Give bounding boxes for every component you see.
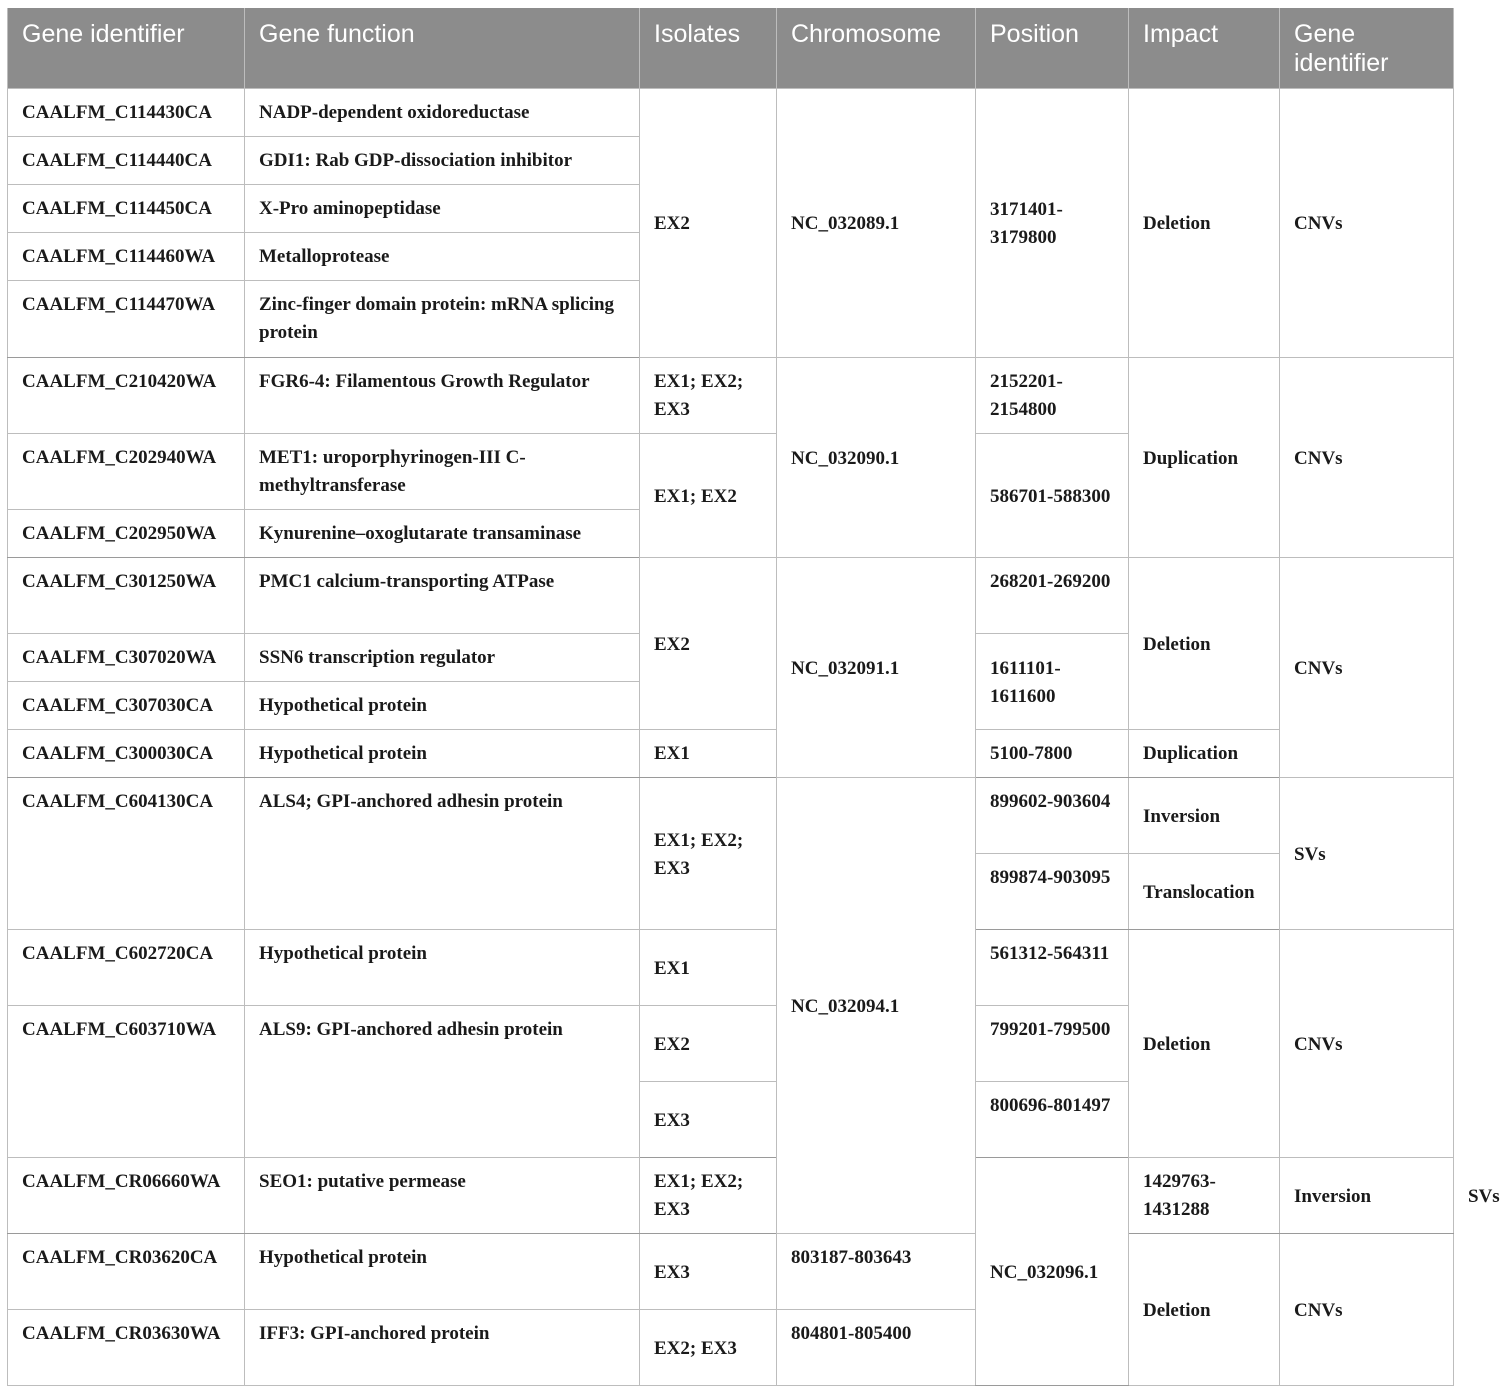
position-cell: 803187-803643	[777, 1234, 976, 1310]
isolates-cell: EX1; EX2; EX3	[640, 358, 777, 434]
isolates-cell: EX2	[640, 1006, 777, 1082]
gene-id-cell: CAALFM_C604130CA	[8, 778, 245, 930]
gene-id-cell: CAALFM_C300030CA	[8, 730, 245, 778]
gene-id-cell: CAALFM_C202950WA	[8, 510, 245, 558]
impact-cell: Deletion	[1129, 558, 1280, 730]
variant-type-cell: SVs	[1280, 778, 1454, 930]
gene-id-cell: CAALFM_C301250WA	[8, 558, 245, 634]
gene-function-cell: Hypothetical protein	[245, 930, 640, 1006]
impact-cell: Inversion	[1280, 1158, 1454, 1234]
header-gene-identifier: Gene identifier	[8, 8, 245, 89]
gene-function-cell: Hypothetical protein	[245, 1234, 640, 1310]
gene-function-cell: Zinc-finger domain protein: mRNA splicing protein	[245, 281, 640, 358]
impact-cell: Duplication	[1129, 358, 1280, 558]
isolates-cell: EX1; EX2; EX3	[640, 778, 777, 930]
variant-type-cell: CNVs	[1280, 89, 1454, 358]
position-cell: 561312-564311	[976, 930, 1129, 1006]
gene-id-cell: CAALFM_C307030CA	[8, 682, 245, 730]
impact-cell: Deletion	[1129, 89, 1280, 358]
chromosome-cell: NC_032096.1	[976, 1158, 1129, 1386]
gene-id-cell: CAALFM_CR03620CA	[8, 1234, 245, 1310]
gene-id-cell: CAALFM_CR03630WA	[8, 1310, 245, 1386]
position-cell: 586701-588300	[976, 434, 1129, 558]
header-variant-type: Gene identifier	[1280, 8, 1454, 89]
header-isolates: Isolates	[640, 8, 777, 89]
isolates-cell: EX1	[640, 930, 777, 1006]
gene-id-cell: CAALFM_C114460WA	[8, 233, 245, 281]
gene-id-cell: CAALFM_C602720CA	[8, 930, 245, 1006]
table-row	[8, 558, 1454, 634]
gene-function-cell: SSN6 transcription regulator	[245, 634, 640, 682]
gene-id-cell: CAALFM_CR06660WA	[8, 1158, 245, 1234]
gene-function-cell: IFF3: GPI-anchored protein	[245, 1310, 640, 1386]
gene-function-cell: Metalloprotease	[245, 233, 640, 281]
gene-id-cell: CAALFM_C114450CA	[8, 185, 245, 233]
header-gene-function: Gene function	[245, 8, 640, 89]
table-row: CAALFM_CR06660WA SEO1: putative permease EX1; EX2; EX3 NC_032096.1 1429763-1431288 Inversion SVs	[8, 1158, 1454, 1234]
header-position: Position	[976, 8, 1129, 89]
gene-id-cell: CAALFM_C114440CA	[8, 137, 245, 185]
impact-cell: Translocation	[1129, 854, 1280, 930]
table-row	[8, 930, 1454, 1006]
isolates-cell: EX1	[640, 730, 777, 778]
gene-function-cell: GDI1: Rab GDP-dissociation inhibitor	[245, 137, 640, 185]
impact-cell: Duplication	[1129, 730, 1280, 778]
chromosome-cell: NC_032090.1	[777, 358, 976, 558]
gene-id-cell: CAALFM_C114430CA	[8, 89, 245, 137]
position-cell: 268201-269200	[976, 558, 1129, 634]
position-cell: 1429763-1431288	[1129, 1158, 1280, 1234]
table-row	[8, 1234, 1454, 1310]
gene-variant-table	[7, 8, 1500, 1386]
isolates-cell: EX2	[640, 89, 777, 358]
position-cell: 899602-903604	[976, 778, 1129, 854]
gene-id-cell: CAALFM_C210420WA	[8, 358, 245, 434]
isolates-cell: EX2	[640, 558, 777, 730]
variant-type-cell: CNVs	[1280, 930, 1454, 1158]
gene-id-cell: CAALFM_C603710WA	[8, 1006, 245, 1158]
gene-function-cell: Hypothetical protein	[245, 682, 640, 730]
chromosome-cell: NC_032094.1	[777, 778, 976, 1234]
isolates-cell: EX1; EX2	[640, 434, 777, 558]
gene-id-cell: CAALFM_C307020WA	[8, 634, 245, 682]
gene-id-cell: CAALFM_C114470WA	[8, 281, 245, 358]
gene-function-cell: ALS4; GPI-anchored adhesin protein	[245, 778, 640, 930]
position-cell: 3171401-3179800	[976, 89, 1129, 358]
header-impact: Impact	[1129, 8, 1280, 89]
isolates-cell: EX3	[640, 1234, 777, 1310]
table-row	[8, 730, 1454, 778]
gene-function-cell: FGR6-4: Filamentous Growth Regulator	[245, 358, 640, 434]
position-cell: 799201-799500	[976, 1006, 1129, 1082]
gene-function-cell: PMC1 calcium-transporting ATPase	[245, 558, 640, 634]
impact-cell: Deletion	[1129, 1234, 1280, 1386]
variant-type-cell: CNVs	[1280, 1234, 1454, 1386]
impact-cell: Inversion	[1129, 778, 1280, 854]
position-cell: 899874-903095	[976, 854, 1129, 930]
gene-function-cell: NADP-dependent oxidoreductase	[245, 89, 640, 137]
table-row	[8, 358, 1454, 434]
chromosome-cell: NC_032089.1	[777, 89, 976, 358]
header-row	[8, 8, 1454, 89]
gene-function-cell: Kynurenine–oxoglutarate transaminase	[245, 510, 640, 558]
table-row	[8, 778, 1454, 854]
gene-function-cell: X-Pro aminopeptidase	[245, 185, 640, 233]
impact-cell: Deletion	[1129, 930, 1280, 1158]
gene-function-cell: ALS9: GPI-anchored adhesin protein	[245, 1006, 640, 1158]
table-row	[8, 89, 1454, 137]
gene-function-cell: Hypothetical protein	[245, 730, 640, 778]
variant-type-cell: CNVs	[1280, 358, 1454, 558]
position-cell: 2152201-2154800	[976, 358, 1129, 434]
position-cell: 800696-801497	[976, 1082, 1129, 1158]
position-cell: 5100-7800	[976, 730, 1129, 778]
variant-type-cell: CNVs	[1280, 558, 1454, 778]
isolates-cell: EX3	[640, 1082, 777, 1158]
isolates-cell: EX1; EX2; EX3	[640, 1158, 777, 1234]
gene-function-cell: MET1: uroporphyrinogen-III C-methyltransferase	[245, 434, 640, 510]
gene-id-cell: CAALFM_C202940WA	[8, 434, 245, 510]
gene-function-cell: SEO1: putative permease	[245, 1158, 640, 1234]
isolates-cell: EX2; EX3	[640, 1310, 777, 1386]
position-cell: 1611101-1611600	[976, 634, 1129, 730]
header-chromosome: Chromosome	[777, 8, 976, 89]
position-cell: 804801-805400	[777, 1310, 976, 1386]
chromosome-cell: NC_032091.1	[777, 558, 976, 778]
